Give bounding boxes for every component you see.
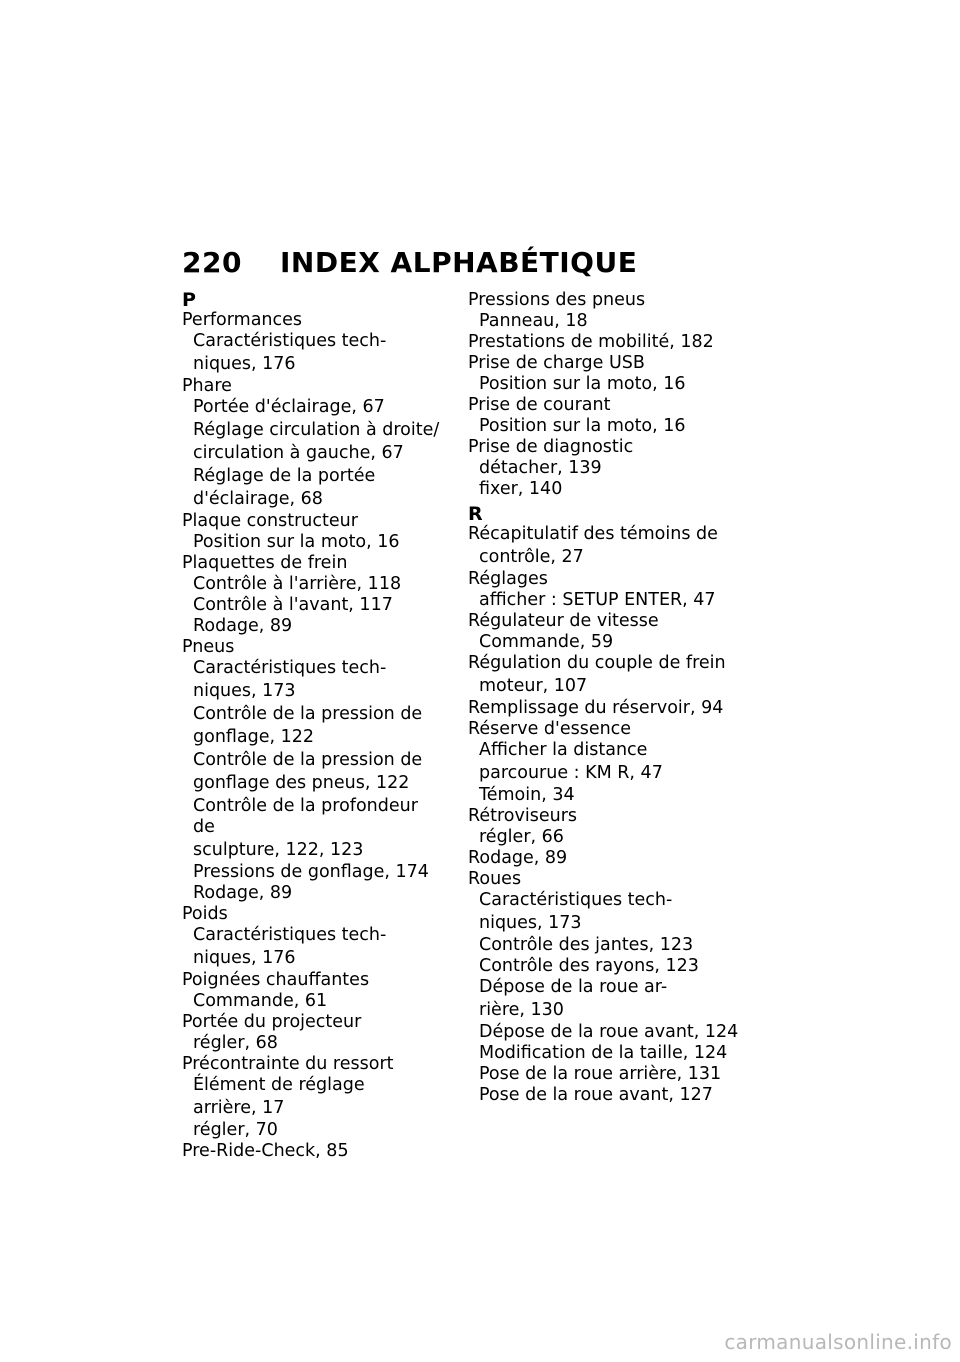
index-entry: Roues: [468, 869, 522, 889]
index-entry: Prestations de mobilité, 182: [468, 332, 714, 352]
index-entry: Plaque constructeur: [182, 511, 358, 531]
index-entry: Phare: [182, 376, 232, 396]
index-subentry: détacher, 139: [479, 458, 602, 478]
index-entry: Prise de courant: [468, 395, 611, 415]
index-subentry: Panneau, 18: [479, 311, 588, 331]
index-subentry: Élément de réglage: [193, 1075, 365, 1095]
index-subentry-continued: rière, 130: [479, 1000, 564, 1020]
index-entry: Prise de diagnostic: [468, 437, 634, 457]
index-subentry-continued: d'éclairage, 68: [193, 489, 323, 509]
index-entry: Précontrainte du ressort: [182, 1054, 394, 1074]
index-subentry: Pose de la roue avant, 127: [479, 1085, 713, 1105]
index-subentry: Contrôle de la pression de: [193, 704, 423, 724]
index-subentry: Position sur la moto, 16: [193, 532, 400, 552]
index-subentry-continued: niques, 173: [479, 913, 582, 933]
index-subentry: Contrôle des jantes, 123: [479, 935, 694, 955]
index-subentry: afficher : SETUP ENTER, 47: [479, 590, 716, 610]
index-entry: Remplissage du réservoir, 94: [468, 698, 724, 718]
index-entry: Pressions des pneus: [468, 290, 646, 310]
index-subentry: Position sur la moto, 16: [479, 374, 686, 394]
index-column-left: [182, 290, 444, 1162]
index-subentry: Réglage de la portée: [193, 466, 376, 486]
index-entry: Régulateur de vitesse: [468, 611, 659, 631]
index-subentry-continued: niques, 173: [193, 681, 296, 701]
index-subentry: Pose de la roue arrière, 131: [479, 1064, 722, 1084]
index-subentry: fixer, 140: [479, 479, 563, 499]
index-subentry: Dépose de la roue ar-: [479, 977, 668, 997]
index-subentry: Réglage circulation à droite/: [193, 420, 440, 440]
index-subentry-continued: gonflage des pneus, 122: [193, 773, 410, 793]
index-subentry: Contrôle à l'arrière, 118: [193, 574, 402, 594]
index-letter-r: R: [468, 503, 483, 525]
index-subentry: Contrôle de la profondeur de: [193, 796, 418, 837]
page-number: 220: [182, 246, 242, 279]
index-subentry-continued: gonflage, 122: [193, 727, 315, 747]
index-subentry: régler, 68: [193, 1033, 278, 1053]
index-entry: Performances: [182, 310, 303, 330]
index-subentry: Modification de la taille, 124: [479, 1043, 728, 1063]
index-entry: Réserve d'essence: [468, 719, 632, 739]
index-entry-continued: moteur, 107: [479, 676, 588, 696]
index-subentry: Dépose de la roue avant, 124: [479, 1022, 739, 1042]
index-subentry: régler, 66: [479, 827, 564, 847]
index-subentry: Afficher la distance: [479, 740, 648, 760]
index-subentry-continued: arrière, 17: [193, 1098, 285, 1118]
page-header: [182, 246, 637, 279]
index-subentry: Position sur la moto, 16: [479, 416, 686, 436]
index-subentry: Caractéristiques tech-: [193, 658, 387, 678]
index-subentry: Portée d'éclairage, 67: [193, 397, 385, 417]
index-subentry: Pressions de gonflage, 174: [193, 862, 429, 882]
index-entry: Portée du projecteur: [182, 1012, 362, 1032]
index-subentry-continued: circulation à gauche, 67: [193, 443, 404, 463]
index-subentry-continued: sculpture, 122, 123: [193, 840, 364, 860]
index-subentry-continued: niques, 176: [193, 948, 296, 968]
index-entry: Poignées chauffantes: [182, 970, 370, 990]
index-entry: Plaquettes de frein: [182, 553, 348, 573]
index-entry: Rodage, 89: [468, 848, 568, 868]
index-column-right: [468, 290, 743, 1106]
index-entry: Pneus: [182, 637, 235, 657]
index-entry: Récapitulatif des témoins de: [468, 524, 718, 544]
index-subentry: Contrôle à l'avant, 117: [193, 595, 393, 615]
index-letter-p: P: [182, 289, 196, 311]
index-entry: Régulation du couple de frein: [468, 653, 726, 673]
index-entry: Poids: [182, 904, 228, 924]
index-subentry: Contrôle de la pression de: [193, 750, 423, 770]
index-subentry: régler, 70: [193, 1120, 278, 1140]
index-subentry: Caractéristiques tech-: [479, 890, 673, 910]
index-subentry: Rodage, 89: [193, 616, 293, 636]
index-subentry: Contrôle des rayons, 123: [479, 956, 699, 976]
index-entry: Rétroviseurs: [468, 806, 578, 826]
index-entry: Réglages: [468, 569, 548, 589]
index-subentry: Caractéristiques tech-: [193, 925, 387, 945]
index-subentry-continued: parcourue : KM R, 47: [479, 763, 663, 783]
index-entry-continued: contrôle, 27: [479, 547, 584, 567]
index-subentry-continued: niques, 176: [193, 354, 296, 374]
watermark: carmanualsonline.info: [724, 1330, 952, 1354]
index-subentry: Commande, 61: [193, 991, 328, 1011]
index-entry: Prise de charge USB: [468, 353, 645, 373]
index-subentry: Commande, 59: [479, 632, 614, 652]
index-entry: Pre-Ride-Check, 85: [182, 1141, 349, 1161]
index-subentry: Caractéristiques tech-: [193, 331, 387, 351]
index-subentry: Rodage, 89: [193, 883, 293, 903]
index-subentry: Témoin, 34: [479, 785, 575, 805]
page-title: INDEX ALPHABÉTIQUE: [280, 246, 638, 279]
